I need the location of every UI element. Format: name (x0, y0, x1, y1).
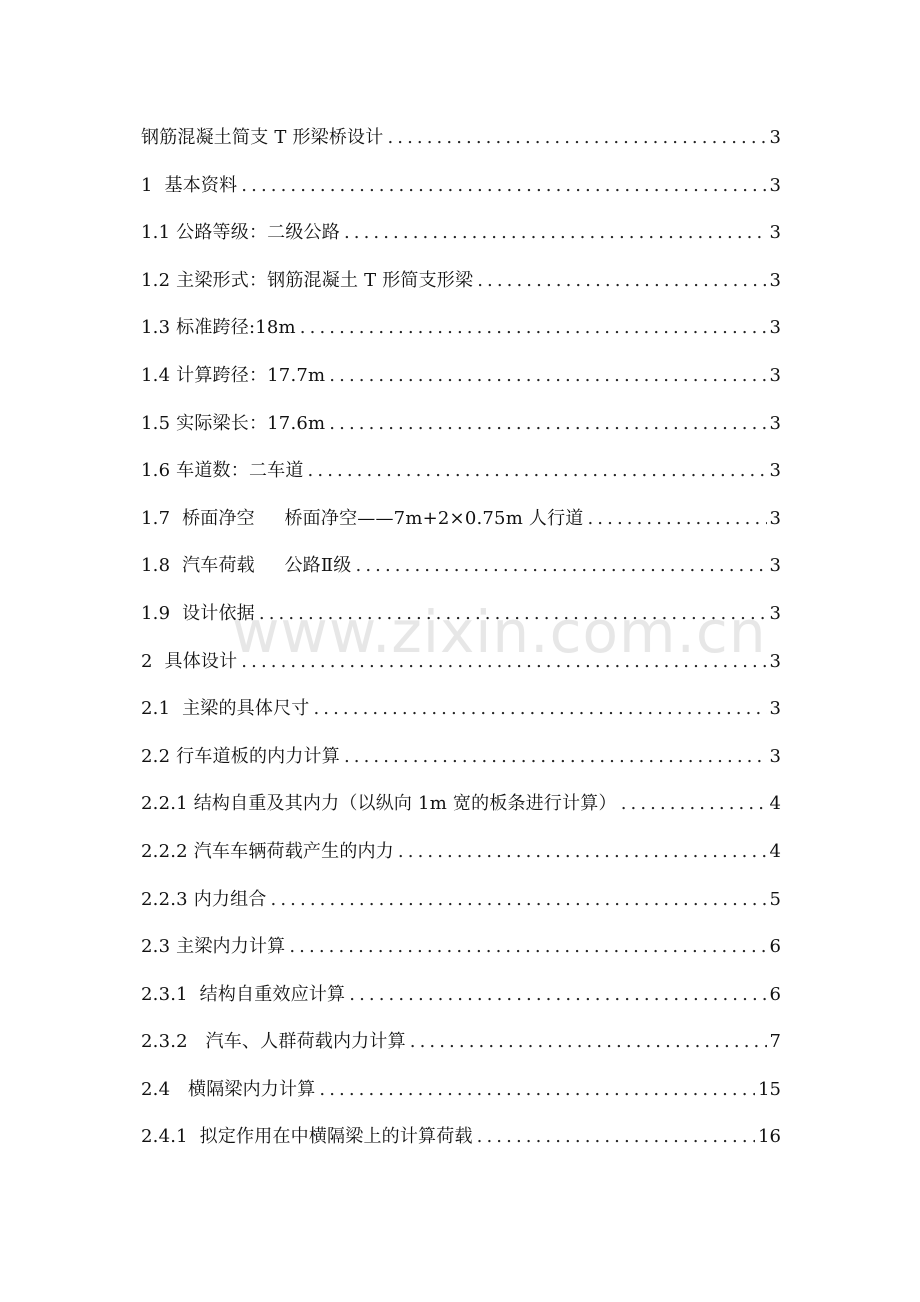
toc-dot-leader (349, 971, 766, 1019)
toc-entry[interactable] (141, 828, 781, 876)
toc-entry[interactable] (141, 780, 781, 828)
toc-entry-title: 2.1 主梁的具体尺寸 (141, 698, 310, 720)
toc-entry[interactable] (141, 447, 781, 495)
toc-entry-title: 2.2.2 汽车车辆荷载产生的内力 (141, 840, 394, 862)
toc-dot-leader (344, 209, 767, 257)
toc-dot-leader (329, 400, 766, 448)
toc-entry-page-number: 15 (758, 1078, 781, 1100)
toc-entry-page-number: 3 (769, 317, 781, 339)
toc-entry[interactable] (141, 733, 781, 781)
toc-entry[interactable] (141, 590, 781, 638)
toc-dot-leader (319, 1066, 755, 1114)
toc-dot-leader (329, 352, 766, 400)
toc-dot-leader (300, 304, 767, 352)
toc-dot-leader (621, 780, 767, 828)
toc-entry[interactable] (141, 304, 781, 352)
toc-dot-leader (587, 495, 766, 543)
toc-dot-leader (308, 447, 767, 495)
watermark: www.zixin.com.cn (232, 598, 767, 666)
toc-dot-leader (289, 923, 766, 971)
toc-entry-page-number: 3 (769, 650, 781, 672)
toc-entry-page-number: 4 (769, 840, 781, 862)
toc-entry-page-number: 6 (769, 983, 781, 1005)
toc-entry-page-number: 5 (769, 888, 781, 910)
toc-entry-title: 1.3 标准跨径:18m (141, 317, 296, 339)
toc-entry-title: 2.4.1 拟定作用在中横隔梁上的计算荷载 (141, 1126, 473, 1148)
toc-entry-title: 钢筋混凝土简支 T 形梁桥设计 (141, 127, 384, 148)
toc-dot-leader (241, 638, 766, 686)
toc-entry-page-number: 4 (769, 793, 781, 815)
toc-dot-leader (477, 1113, 755, 1161)
toc-entry-title: 2.3.1 结构自重效应计算 (141, 983, 346, 1005)
toc-entry[interactable] (141, 685, 781, 733)
toc-dot-leader (356, 542, 767, 590)
toc-entry-page-number: 16 (758, 1126, 781, 1148)
toc-entry-title: 1.8 汽车荷载 公路Ⅱ级 (141, 555, 352, 577)
toc-entry-page-number: 3 (769, 555, 781, 577)
toc-entry[interactable] (141, 638, 781, 686)
toc-entry[interactable] (141, 209, 781, 257)
toc-entry-title: 2.3 主梁内力计算 (141, 936, 286, 958)
toc-entry-title: 2.3.2 汽车、人群荷载内力计算 (141, 1031, 406, 1053)
toc-entry[interactable] (141, 1066, 781, 1114)
toc-dot-leader (398, 828, 767, 876)
toc-entry-page-number: 3 (769, 364, 781, 386)
toc-entry-page-number: 3 (769, 127, 781, 148)
toc-entry-title: 1.1 公路等级：二级公路 (141, 222, 340, 244)
toc-entry[interactable] (141, 114, 781, 162)
toc-entry[interactable] (141, 257, 781, 305)
toc-entry-page-number: 3 (769, 698, 781, 720)
toc-dot-leader (241, 162, 766, 210)
toc-entry[interactable] (141, 1018, 781, 1066)
toc-entry-title: 2.2.1 结构自重及其内力（以纵向 1m 宽的板条进行计算） (141, 793, 617, 815)
toc-entry-title: 1 基本资料 (141, 174, 238, 196)
table-of-contents (141, 114, 781, 1161)
toc-entry-title: 2 具体设计 (141, 650, 238, 672)
toc-entry[interactable] (141, 876, 781, 924)
toc-dot-leader (387, 114, 766, 162)
toc-entry-page-number: 3 (769, 174, 781, 196)
toc-entry-page-number: 6 (769, 936, 781, 958)
toc-dot-leader (313, 685, 766, 733)
toc-entry[interactable] (141, 400, 781, 448)
toc-entry-title: 1.2 主梁形式：钢筋混凝土 T 形简支形梁 (141, 269, 474, 291)
toc-entry-title: 1.7 桥面净空 桥面净空——7m+2×0.75m 人行道 (141, 507, 584, 529)
toc-dot-leader (477, 257, 766, 305)
toc-entry-title: 2.2 行车道板的内力计算 (141, 745, 340, 767)
toc-entry-title: 2.4 横隔梁内力计算 (141, 1078, 316, 1100)
toc-entry[interactable] (141, 1113, 781, 1161)
toc-entry-page-number: 7 (769, 1031, 781, 1053)
toc-entry[interactable] (141, 162, 781, 210)
toc-entry[interactable] (141, 923, 781, 971)
toc-entry[interactable] (141, 352, 781, 400)
toc-entry-title: 1.5 实际梁长：17.6m (141, 412, 326, 434)
toc-entry-title: 1.6 车道数：二车道 (141, 460, 304, 482)
toc-entry-page-number: 3 (769, 269, 781, 291)
toc-dot-leader (271, 876, 767, 924)
toc-entry-page-number: 3 (769, 745, 781, 767)
toc-entry-page-number: 3 (769, 412, 781, 434)
toc-entry[interactable] (141, 542, 781, 590)
toc-dot-leader (344, 733, 767, 781)
toc-entry[interactable] (141, 495, 781, 543)
toc-dot-leader (410, 1018, 767, 1066)
toc-entry-page-number: 3 (769, 507, 781, 529)
toc-entry-page-number: 3 (769, 460, 781, 482)
toc-entry-title: 1.9 设计依据 (141, 602, 255, 624)
toc-entry-page-number: 3 (769, 222, 781, 244)
toc-entry-title: 1.4 计算跨径：17.7m (141, 364, 326, 386)
toc-dot-leader (259, 590, 767, 638)
toc-entry-page-number: 3 (769, 602, 781, 624)
toc-entry-title: 2.2.3 内力组合 (141, 888, 267, 910)
toc-entry[interactable] (141, 971, 781, 1019)
